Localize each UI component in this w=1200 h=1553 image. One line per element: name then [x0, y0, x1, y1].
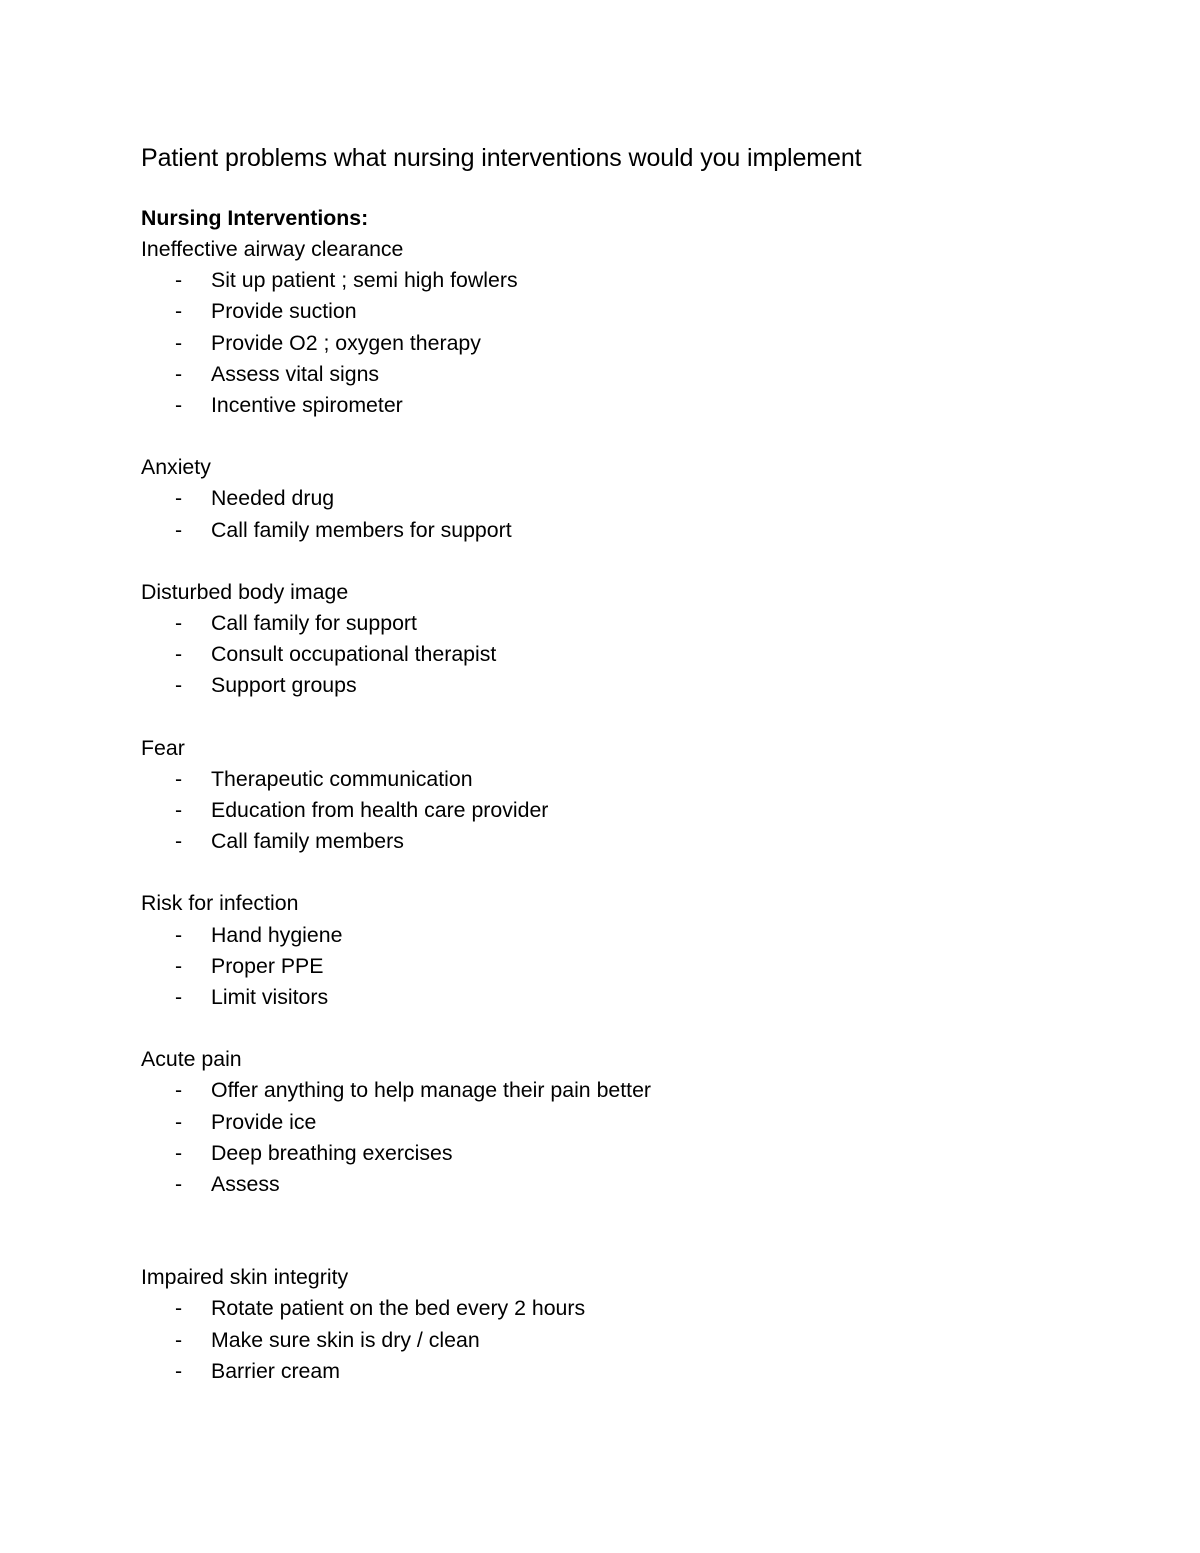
item-text: Sit up patient ; semi high fowlers — [211, 268, 518, 293]
list-item — [141, 826, 1101, 857]
section-heading: Impaired skin integrity — [141, 1265, 349, 1290]
nursing-interventions-heading: Nursing Interventions: — [141, 206, 369, 230]
list-item — [141, 1356, 1101, 1387]
dash-bullet: - — [175, 673, 183, 698]
item-text: Deep breathing exercises — [211, 1140, 453, 1165]
list-item — [141, 1325, 1101, 1356]
bullet-list — [141, 265, 1101, 421]
list-item — [141, 920, 1101, 951]
item-text: Needed drug — [211, 486, 335, 511]
list-item — [141, 390, 1101, 421]
document-page — [141, 140, 1101, 1387]
list-item — [141, 1107, 1101, 1138]
dash-bullet: - — [175, 953, 183, 978]
list-item — [141, 764, 1101, 795]
list-item — [141, 359, 1101, 390]
page-title: Patient problems what nursing interventions would you implement — [141, 144, 862, 172]
list-item — [141, 951, 1101, 982]
list-item — [141, 515, 1101, 546]
dash-bullet: - — [175, 1327, 183, 1352]
list-item — [141, 1293, 1101, 1324]
bullet-list — [141, 608, 1101, 702]
item-text: Support groups — [211, 673, 357, 698]
list-item — [141, 795, 1101, 826]
section-heading: Disturbed body image — [141, 579, 349, 604]
dash-bullet: - — [175, 1358, 183, 1383]
item-text: Education from health care provider — [211, 798, 549, 823]
item-text: Provide O2 ; oxygen therapy — [211, 330, 481, 355]
list-item — [141, 328, 1101, 359]
item-text: Provide suction — [211, 299, 357, 324]
bullet-list — [141, 1293, 1101, 1387]
list-item — [141, 265, 1101, 296]
item-text: Barrier cream — [211, 1358, 340, 1383]
list-item — [141, 639, 1101, 670]
list-item — [141, 296, 1101, 327]
item-text: Consult occupational therapist — [211, 642, 497, 667]
bullet-list — [141, 764, 1101, 858]
item-text: Call family members for support — [211, 517, 512, 542]
sections-container — [141, 234, 1101, 1387]
item-text: Therapeutic communication — [211, 766, 473, 791]
item-text: Provide ice — [211, 1109, 317, 1134]
dash-bullet: - — [175, 330, 183, 355]
item-text: Proper PPE — [211, 953, 324, 978]
dash-bullet: - — [175, 798, 183, 823]
section-acute-pain — [141, 1044, 1101, 1200]
dash-bullet: - — [175, 611, 183, 636]
dash-bullet: - — [175, 1140, 183, 1165]
item-text: Hand hygiene — [211, 922, 343, 947]
section-fear — [141, 733, 1101, 858]
list-item — [141, 1138, 1101, 1169]
item-text: Make sure skin is dry / clean — [211, 1327, 480, 1352]
section-heading: Fear — [141, 735, 185, 760]
list-item — [141, 608, 1101, 639]
dash-bullet: - — [175, 393, 183, 418]
dash-bullet: - — [175, 486, 183, 511]
section-impaired-skin-integrity — [141, 1262, 1101, 1387]
bullet-list — [141, 483, 1101, 545]
section-ineffective-airway-clearance — [141, 234, 1101, 421]
item-text: Assess vital signs — [211, 361, 380, 386]
dash-bullet: - — [175, 1109, 183, 1134]
list-item — [141, 1075, 1101, 1106]
bullet-list — [141, 920, 1101, 1014]
dash-bullet: - — [175, 1172, 183, 1197]
dash-bullet: - — [175, 766, 183, 791]
section-anxiety — [141, 452, 1101, 546]
list-item — [141, 982, 1101, 1013]
item-text: Assess — [211, 1172, 280, 1197]
list-item — [141, 670, 1101, 701]
section-heading: Acute pain — [141, 1047, 242, 1072]
dash-bullet: - — [175, 985, 183, 1010]
section-heading: Anxiety — [141, 455, 211, 480]
list-item — [141, 1169, 1101, 1200]
item-text: Limit visitors — [211, 985, 329, 1010]
section-disturbed-body-image — [141, 577, 1101, 702]
item-text: Offer anything to help manage their pain better — [211, 1078, 652, 1103]
dash-bullet: - — [175, 1296, 183, 1321]
item-text: Call family members — [211, 829, 404, 854]
dash-bullet: - — [175, 922, 183, 947]
section-heading: Risk for infection — [141, 891, 299, 916]
item-text: Incentive spirometer — [211, 393, 403, 418]
dash-bullet: - — [175, 361, 183, 386]
item-text: Rotate patient on the bed every 2 hours — [211, 1296, 586, 1321]
dash-bullet: - — [175, 299, 183, 324]
section-heading: Ineffective airway clearance — [141, 237, 404, 261]
list-item — [141, 483, 1101, 514]
section-risk-for-infection — [141, 888, 1101, 1013]
dash-bullet: - — [175, 268, 183, 293]
dash-bullet: - — [175, 829, 183, 854]
bullet-list — [141, 1075, 1101, 1200]
dash-bullet: - — [175, 1078, 183, 1103]
dash-bullet: - — [175, 642, 183, 667]
dash-bullet: - — [175, 517, 183, 542]
item-text: Call family for support — [211, 611, 417, 636]
